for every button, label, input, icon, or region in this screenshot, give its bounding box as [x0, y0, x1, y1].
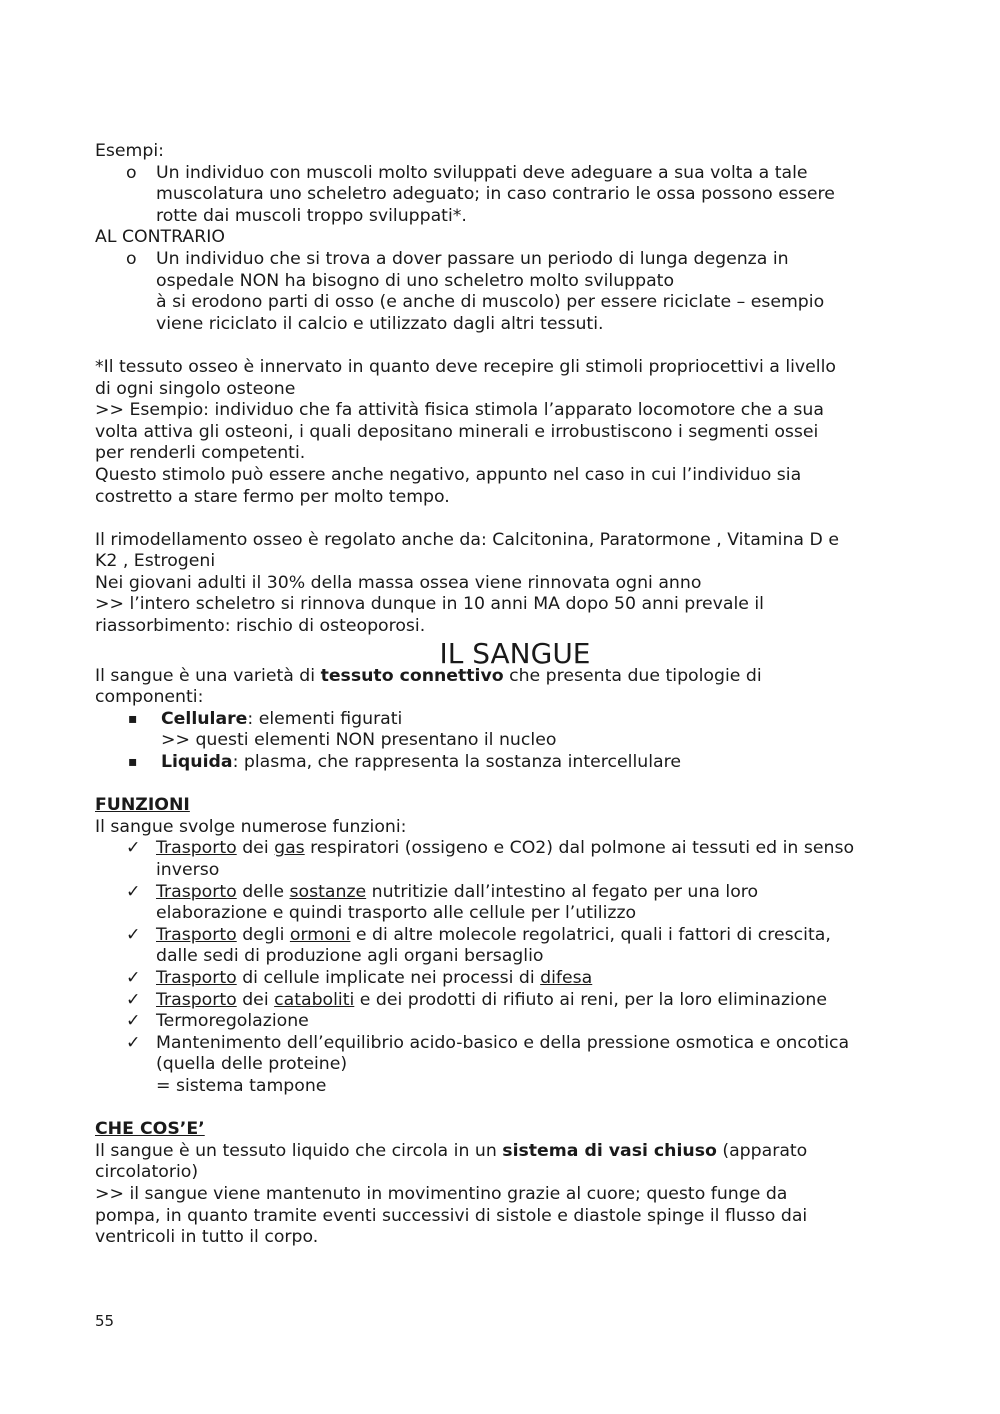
components-list: ▪ Cellulare: elementi figurati >> questi elementi NON presentano il nucleo ▪ Liquida: plasma, che rappresenta la sostanza intercellulare [95, 709, 915, 774]
square-bullet-icon: ▪ [128, 754, 138, 771]
funzioni-list: ✓ Trasporto dei gas respiratori (ossigeno e CO2) dal polmone ai tessuti ed in senso inverso ✓ Trasporto delle sostanze nutritizie dall’intestino al fegato per una loro elaborazione e quindi trasporto alle cellule per l’utilizzo ✓ Trasporto degli ormoni e di altre molecole regolatrici, quali i fattori di crescita, dalle sedi di produzione agli organi bersaglio ✓ Trasporto di cellule implicate nei processi di difesa ✓ Trasporto dei cataboliti e dei prodotti di rifiuto ai reni, per la loro eliminazione ✓ Termoregolazione ✓ Mantenimento dell’equilibrio acido-basico e della pressione osmotica e oncotica (quella delle proteine) = sistema tampone [95, 838, 915, 1097]
square-bullet-icon: ▪ [128, 710, 138, 727]
checkmark-icon: ✓ [126, 838, 141, 859]
paragraph-rimodellamento: Il rimodellamento osseo è regolato anche da: Calcitonina, Paratormone , Vitamina D e K2 , Estrogeni Nei giovani adulti il 30% della massa ossea viene rinnovata ogni anno >> l’intero scheletro si rinnova dunque in 10 anni MA dopo 50 anni prevale il riassorbimento: rischio di osteoporosi. [95, 529, 839, 637]
checkmark-icon: ✓ [126, 924, 141, 945]
document-page [95, 141, 915, 1249]
list-item: ▪ Liquida: plasma, che rappresenta la sostanza intercellulare [128, 752, 681, 773]
list-item: ✓ Trasporto dei cataboliti e dei prodotti di rifiuto ai reni, per la loro eliminazione [126, 989, 827, 1010]
list-item: ✓ Termoregolazione [126, 1011, 309, 1032]
funzioni-heading: FUNZIONI [95, 795, 190, 816]
circle-bullet-icon: o [126, 162, 137, 183]
checkmark-icon: ✓ [126, 881, 141, 902]
example-item-1: o Un individuo con muscoli molto sviluppati deve adeguare a sua volta a tale muscolatura uno scheletro adeguato; in caso contrario le ossa possono essere rotte dai muscoli troppo sviluppati*. [126, 162, 835, 226]
list-item: ✓ Mantenimento dell’equilibrio acido-basico e della pressione osmotica e oncotica [126, 1032, 850, 1053]
al-contrario-label: AL CONTRARIO [95, 227, 225, 248]
list-item: ✓ Trasporto dei gas respiratori (ossigeno e CO2) dal polmone ai tessuti ed in senso [126, 838, 855, 859]
circle-bullet-icon: o [126, 248, 137, 269]
page-number: 55 [95, 1312, 115, 1330]
checkmark-icon: ✓ [126, 989, 141, 1010]
checkmark-icon: ✓ [126, 1011, 141, 1032]
esempi-label: Esempi: [95, 141, 164, 161]
list-item: ✓ Trasporto delle sostanze nutritizie dall’intestino al fegato per una loro [126, 881, 759, 902]
sangue-intro: Il sangue è una varietà di tessuto connettivo che presenta due tipologie di componenti: [95, 665, 762, 708]
checkmark-icon: ✓ [126, 967, 141, 988]
checose-heading: CHE COS’E’ [95, 1119, 205, 1140]
checose-paragraph: Il sangue è un tessuto liquido che circola in un sistema di vasi chiuso (apparato circolatorio) >> il sangue viene mantenuto in movimentino grazie al cuore; questo funge da pompa, in quanto tramite eventi successivi di sistole e diastole spinge il flusso dai ventricoli in tutto il corpo. [95, 1140, 808, 1248]
list-item: ✓ Trasporto di cellule implicate nei processi di difesa [126, 967, 593, 988]
list-item: ▪ Cellulare: elementi figurati [128, 708, 403, 729]
funzioni-intro: Il sangue svolge numerose funzioni: [95, 816, 407, 837]
section-title: IL SANGUE [439, 636, 591, 670]
checkmark-icon: ✓ [126, 1032, 141, 1053]
example-item-2: o Un individuo che si trova a dover passare un periodo di lunga degenza in ospedale NON ha bisogno di uno scheletro molto sviluppato à si erodono parti di osso (e anche di muscolo) per essere riciclate – esempio viene riciclato il calcio e utilizzato dagli altri tessuti. [126, 248, 825, 334]
list-item: ✓ Trasporto degli ormoni e di altre molecole regolatrici, quali i fattori di crescita, [126, 924, 831, 945]
paragraph-innervazione: *Il tessuto osseo è innervato in quanto deve recepire gli stimoli propriocettivi a livello di ogni singolo osteone >> Esempio: individuo che fa attività fisica stimola l’apparato locomotore che a sua volta attiva gli osteoni, i quali depositano minerali e irrobustiscono i segmenti ossei per renderli competenti. Questo stimolo può essere anche negativo, appunto nel caso in cui l’individuo sia costretto a stare fermo per molto tempo. [95, 356, 836, 507]
